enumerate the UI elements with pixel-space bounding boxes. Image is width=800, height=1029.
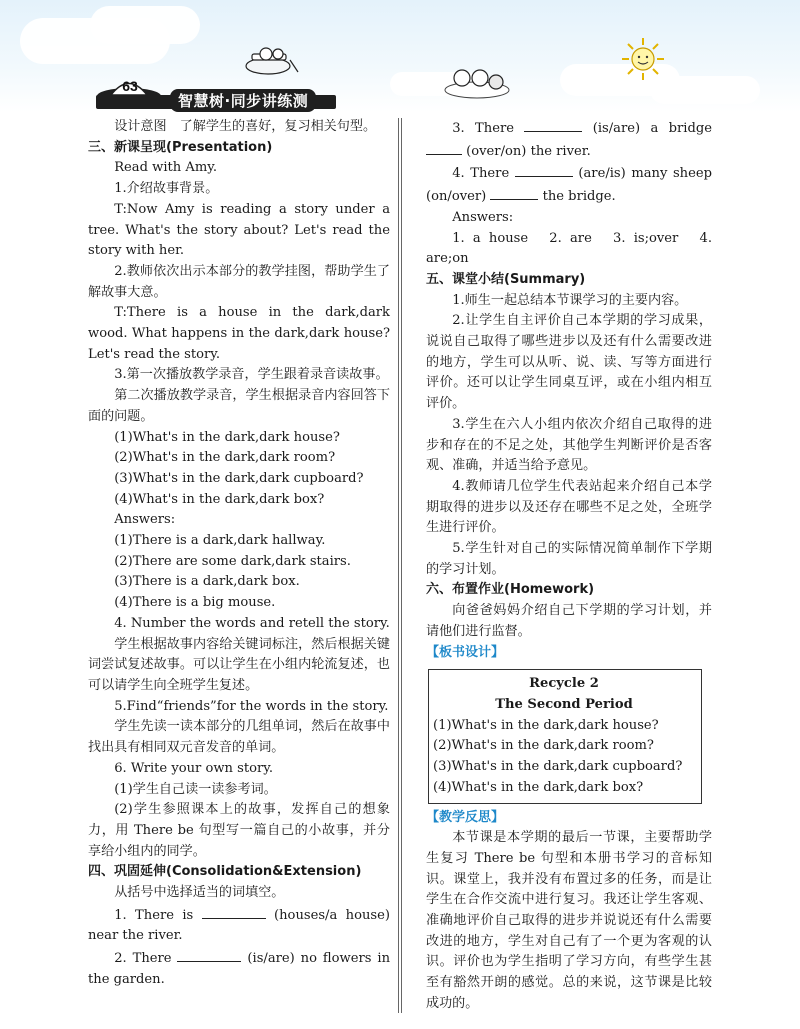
q1-blank [202, 904, 266, 919]
paragraph: 学生根据故事内容给关键词标注，然后根据关键词尝试复述故事。可以让学生在小组内轮流复述，也可以请学生向全班学生复述。 [88, 636, 390, 693]
q1-before: 1. There is [114, 907, 194, 923]
paragraph: (3)There is a dark,dark box. [114, 574, 300, 590]
paragraph: T:Now Amy is reading a story under a tree. What's the story about? Let's read the story with her. [88, 201, 390, 259]
paragraph: (1)There is a dark,dark hallway. [114, 533, 326, 549]
q2-blank [177, 947, 241, 962]
q3-blank-2 [426, 140, 462, 155]
board-design-tag: 【板书设计】 [426, 644, 505, 660]
q1-after: (houses/a house) near the river. [88, 907, 390, 944]
paragraph: (2)学生参照课本上的故事，发挥自己的想象力，用 There be 句型写一篇自己的小故事，并分享给小组内的同学。 [88, 802, 390, 859]
section-heading: 三、新课呈现(Presentation) [88, 139, 273, 155]
q4-blank-2 [490, 185, 538, 200]
airplane-cartoon-icon [238, 40, 300, 82]
left-paragraphs [88, 117, 390, 904]
paragraph: 3.学生在六人小组内依次介绍自己取得的进步和存在的不足之处，其他学生判断评价是否客观、准确，并适当给予意见。 [426, 416, 712, 474]
paragraph: (4)There is a big mouse. [114, 595, 276, 611]
board-subtitle: The Second Period [495, 696, 633, 712]
paragraph: Read with Amy. [114, 160, 218, 176]
paragraph: 2.教师依次出示本部分的教学挂图，帮助学生了解故事大意。 [88, 263, 390, 300]
left-column [88, 117, 390, 991]
paragraph: (2)There are some dark,dark stairs. [114, 553, 351, 569]
paragraph: 2.让学生自主评价自己本学期的学习成果，说说自己取得了哪些进步以及还有什么需要改进的地方，学生可以从听、说、读、写等方面进行评价。还可以让学生同桌互评，或在小组内相互评价。 [426, 313, 712, 412]
q4-mid: (are/is) many sheep (on/over) [426, 166, 712, 205]
reflection-tag: 【教学反思】 [426, 809, 505, 825]
series-title: 智慧树·同步讲练测 [170, 89, 316, 112]
paragraph: 4. Number the words and retell the story. [114, 615, 390, 631]
column-divider [398, 118, 402, 1013]
q2-after: (is/are) no flowers in the garden. [88, 951, 391, 987]
paragraph: Answers: [452, 209, 514, 225]
paragraph: 第二次播放教学录音，学生根据录音内容回答下面的问题。 [88, 388, 390, 424]
sun-icon [620, 36, 666, 82]
page-number: 63 [122, 78, 138, 94]
right-paragraphs [426, 208, 712, 643]
reflection-text: 本节课是本学期的最后一节课，主要帮助学生复习 There be 句型和本册书学习的音标知识。课堂上，我并没有布置过多的任务，而是让学生在合作交流中进行复习。我还让学生客观、准确地评价自己取得的进步并说说还有什么需要改进的地方，学生对自己有了一个更为客观的认识。评价也为学生指明了学习方向，有些学生甚至有豁然开朗的感觉。总的来说，这节课是比较成功的。 [426, 830, 712, 1011]
paragraph: (3)What's in the dark,dark cupboard? [114, 470, 364, 486]
q2-before: 2. There [114, 951, 172, 967]
fill-question-2 [88, 947, 390, 990]
paragraph: Answers: [114, 512, 176, 528]
q3-after: (over/on) the river. [466, 143, 591, 159]
paragraph: 5.学生针对自己的实际情况简单制作下学期的学习计划。 [426, 541, 712, 577]
board-line: (2)What's in the dark,dark room? [433, 738, 654, 754]
board-design-box [428, 669, 702, 803]
paragraph: (2)What's in the dark,dark room? [114, 450, 336, 466]
fill-question-3 [426, 117, 712, 162]
paragraph: 学生先读一读本部分的几组单词，然后在故事中找出具有相同双元音发音的单词。 [88, 719, 390, 756]
kids-cartoon-icon [442, 64, 512, 100]
paragraph: 4.教师请几位学生代表站起来介绍自己本学期取得的进步以及还存在哪些不足之处，全班学生进行评价。 [426, 478, 712, 536]
paragraph: 设计意图 了解学生的喜好，复习相关句型。 [114, 119, 377, 134]
section-heading: 五、课堂小结(Summary) [426, 271, 586, 287]
board-title: Recycle 2 [529, 676, 599, 692]
paragraph: 向爸爸妈妈介绍自己下学期的学习计划，并请他们进行监督。 [426, 603, 712, 639]
board-line: (4)What's in the dark,dark box? [433, 779, 644, 795]
fill-question-1 [88, 904, 390, 947]
paragraph: 5.Find“friends”for the words in the story. [114, 698, 389, 714]
paragraph: (1)学生自己读一读参考词。 [114, 781, 277, 797]
paragraph: (1)What's in the dark,dark house? [114, 429, 340, 445]
board-line: (3)What's in the dark,dark cupboard? [433, 759, 683, 775]
paragraph: (4)What's in the dark,dark box? [114, 491, 325, 507]
section-heading: 四、巩固延伸(Consolidation&Extension) [88, 864, 362, 880]
paragraph: 1.师生一起总结本节课学习的主要内容。 [452, 292, 688, 308]
q3-blank-1 [524, 117, 582, 132]
q4-before: 4. There [452, 166, 510, 182]
paragraph: 3.第一次播放教学录音，学生跟着录音读故事。 [114, 367, 389, 383]
paragraph: 从括号中选择适当的词填空。 [114, 885, 285, 901]
section-heading: 六、布置作业(Homework) [426, 582, 595, 598]
paragraph: 1.介绍故事背景。 [114, 181, 219, 197]
paragraph: T:There is a house in the dark,dark wood. What happens in the dark,dark house? Let's read the story. [88, 305, 390, 362]
paragraph: 1. a house 2. are 3. is;over 4. are;on [426, 230, 712, 267]
board-line: (1)What's in the dark,dark house? [433, 717, 659, 733]
q3-mid: (is/are) a bridge [592, 121, 712, 136]
fill-question-4 [426, 162, 712, 207]
right-column [426, 117, 712, 1015]
q4-blank-1 [515, 162, 573, 177]
paragraph: 6. Write your own story. [114, 760, 274, 776]
q4-after: the bridge. [542, 189, 616, 205]
q3-before: 3. There [452, 121, 514, 136]
